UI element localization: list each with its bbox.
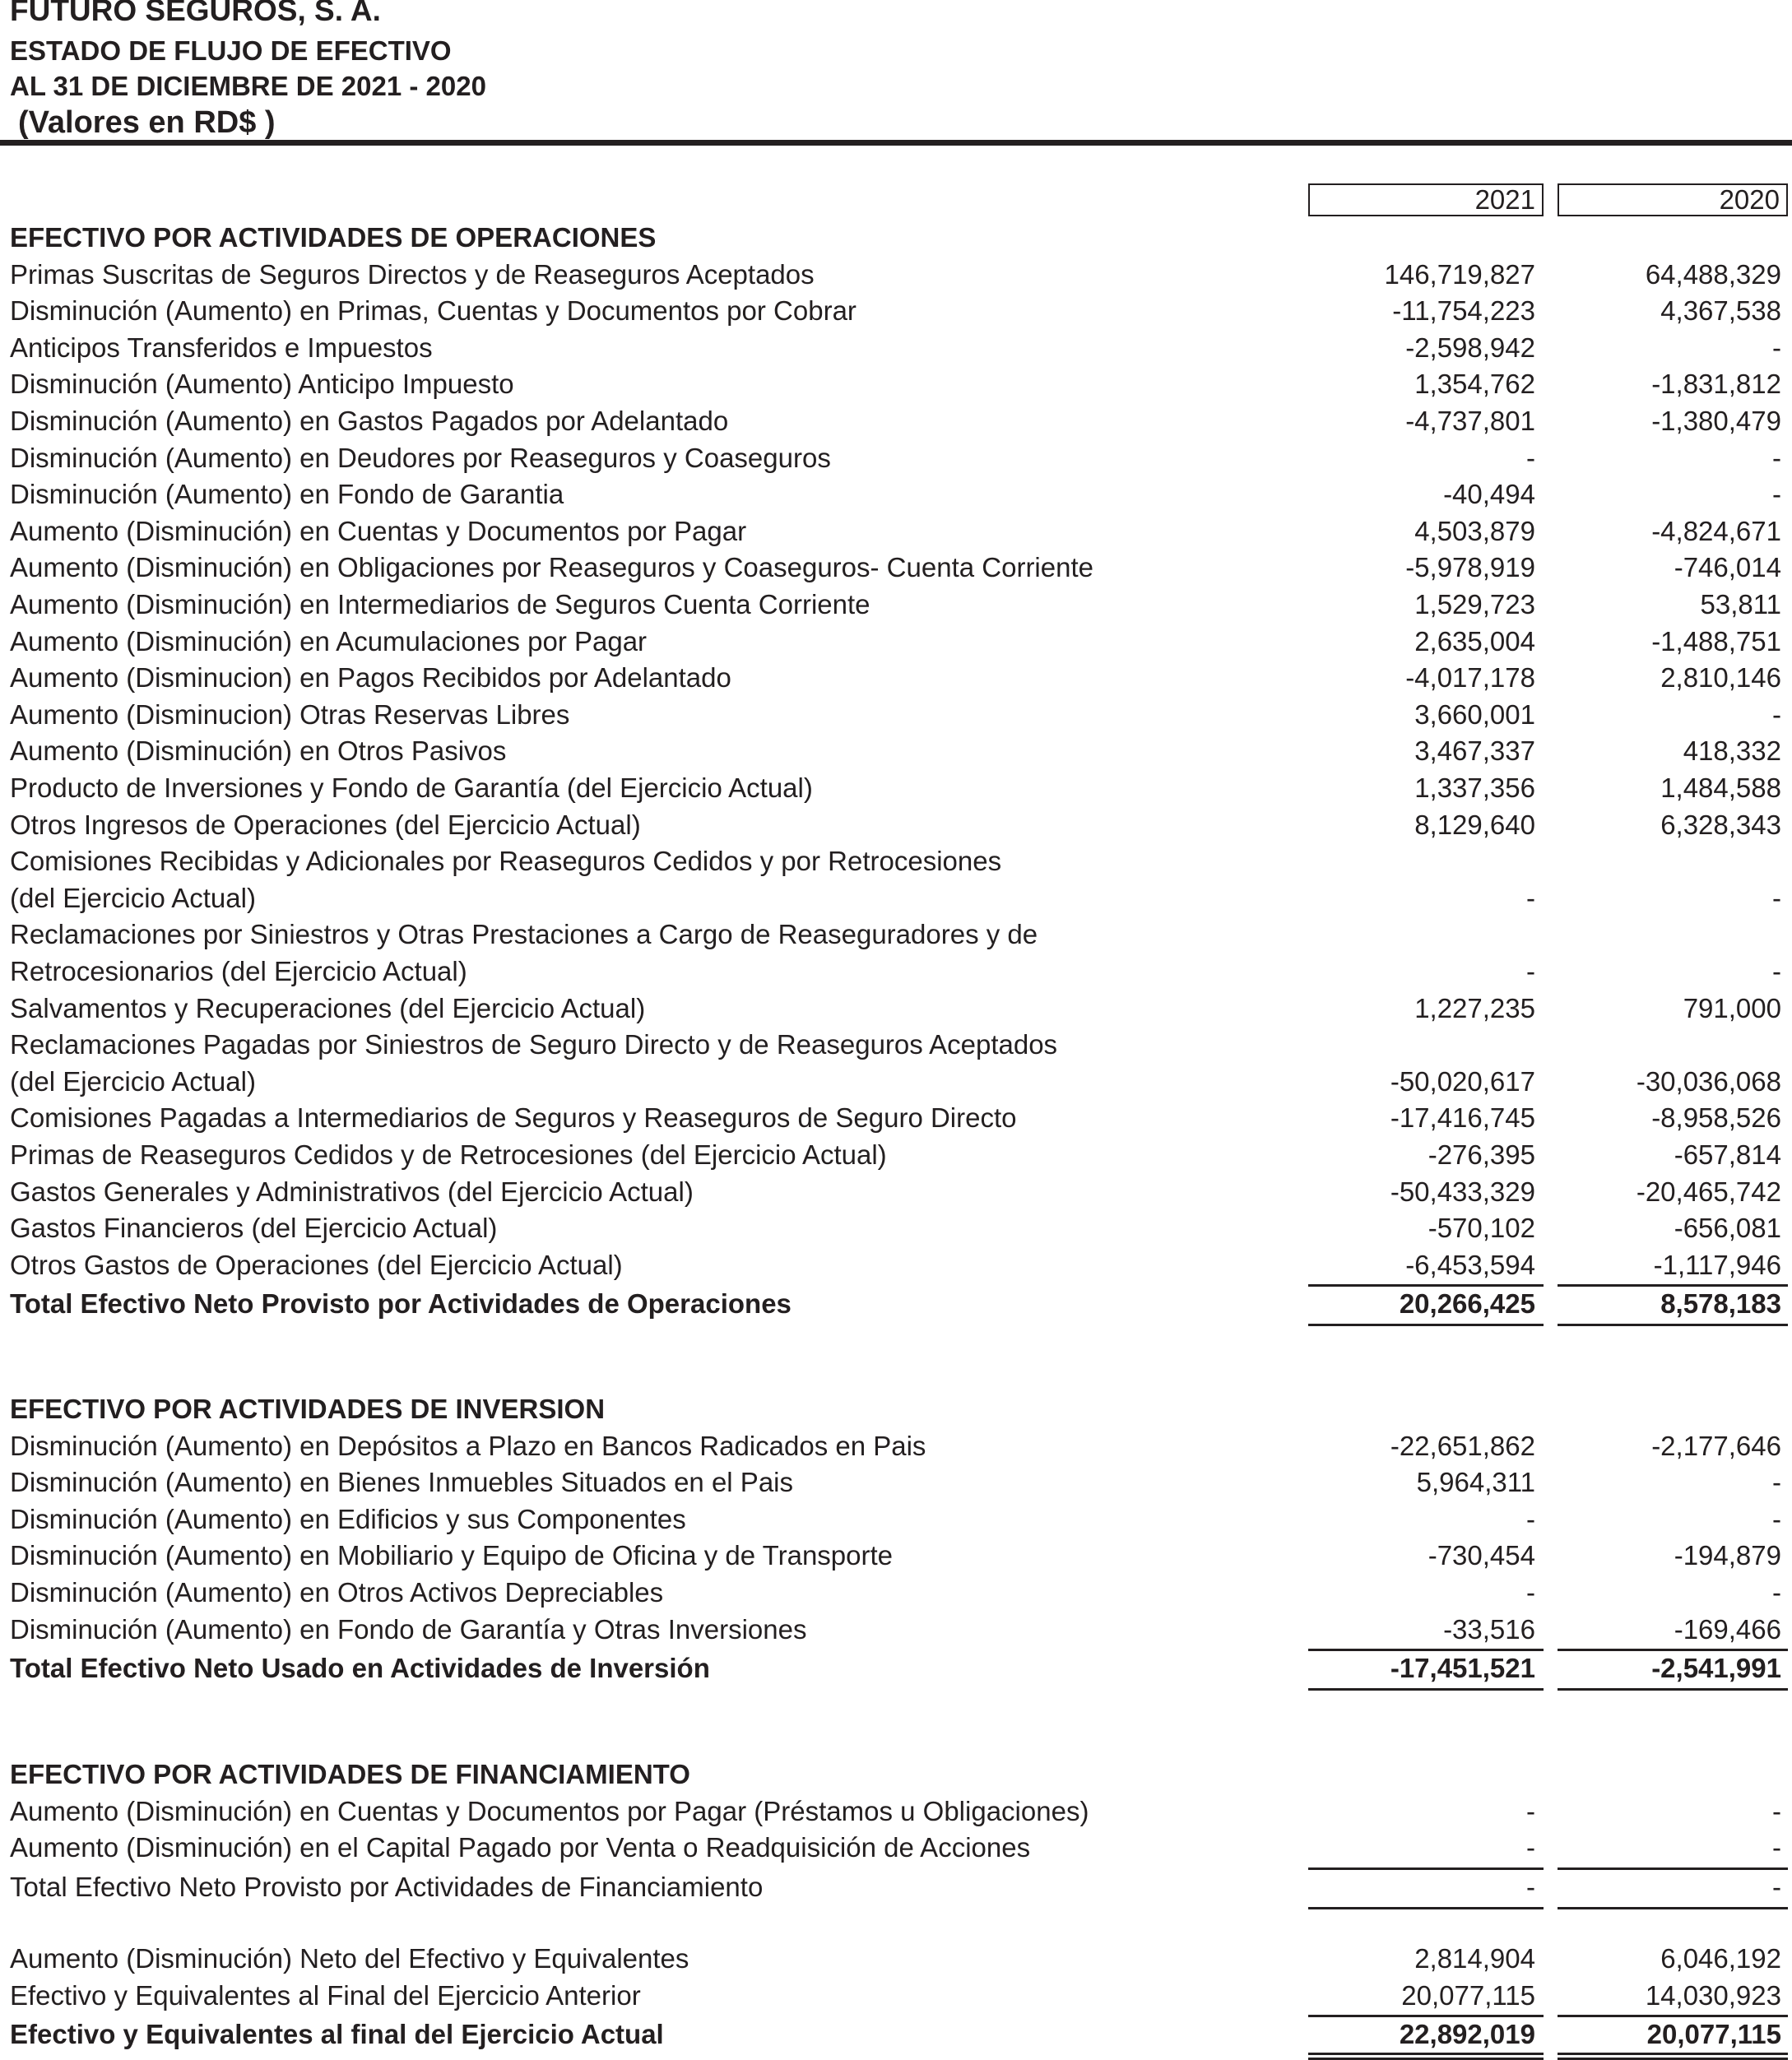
investment-row-value-2021: 5,964,311 xyxy=(1416,1467,1535,1498)
section-heading-operations xyxy=(0,220,1792,256)
operations-row xyxy=(0,660,1792,696)
operations-row xyxy=(0,1210,1792,1246)
summary-row xyxy=(0,1978,1792,2014)
financing-total-row-value-2020: - xyxy=(1772,1871,1781,1902)
investment-total-row-label: Total Efectivo Neto Usado en Actividades de Inversión xyxy=(10,1653,710,1684)
operations-row-label: Reclamaciones Pagadas por Siniestros de Seguro Directo y de Reaseguros Aceptados xyxy=(10,1029,1058,1060)
investment-total-row xyxy=(0,1650,1792,1687)
financing-row-value-2021: - xyxy=(1526,1832,1535,1863)
operations-row-label: Otros Ingresos de Operaciones (del Ejercicio Actual) xyxy=(10,809,641,840)
operations-row xyxy=(0,624,1792,660)
operations-total-row-label: Total Efectivo Neto Provisto por Actividades de Operaciones xyxy=(10,1288,792,1320)
operations-total-row-value-2021: 20,266,425 xyxy=(1399,1288,1535,1320)
operations-row-label: Aumento (Disminución) en Otros Pasivos xyxy=(10,735,507,767)
operations-row-label: Aumento (Disminucion) en Pagos Recibidos por Adelantado xyxy=(10,662,731,694)
operations-row-value-2021: -2,598,942 xyxy=(1405,332,1535,363)
operations-row-value-2021: 3,660,001 xyxy=(1414,698,1535,730)
operations-row-value-2021: - xyxy=(1526,956,1535,986)
investment-row-value-2020: - xyxy=(1772,1577,1781,1608)
operations-row-value-2021: -5,978,919 xyxy=(1405,552,1535,583)
financing-row xyxy=(0,1830,1792,1866)
operations-row-label: Otros Gastos de Operaciones (del Ejercicio Actual) xyxy=(10,1249,623,1280)
operations-row-label: Disminución (Aumento) en Deudores por Reaseguros y Coaseguros xyxy=(10,442,831,473)
total-rule-2020 xyxy=(1558,1324,1788,1326)
operations-row xyxy=(0,1064,1792,1100)
operations-row-label: Comisiones Pagadas a Intermediarios de Seguros y Reaseguros de Seguro Directo xyxy=(10,1102,1017,1134)
investment-row-label: Disminución (Aumento) en Fondo de Garantía y Otras Inversiones xyxy=(10,1613,807,1645)
operations-row-value-2021: 1,337,356 xyxy=(1414,772,1535,803)
operations-row-value-2021: -50,020,617 xyxy=(1390,1065,1535,1097)
investment-row-value-2021: - xyxy=(1526,1503,1535,1534)
total-rule-2021 xyxy=(1308,1324,1544,1326)
investment-row-value-2021: - xyxy=(1526,1577,1535,1608)
operations-row-value-2020: -20,465,742 xyxy=(1636,1176,1781,1207)
financing-row-value-2021: - xyxy=(1526,1795,1535,1826)
section-heading-financing-text: EFECTIVO POR ACTIVIDADES DE FINANCIAMIENTO xyxy=(10,1759,690,1789)
summary-row-value-2020: 14,030,923 xyxy=(1645,1979,1781,2011)
operations-row-value-2021: 1,354,762 xyxy=(1414,369,1535,400)
financing-row-label: Aumento (Disminución) en el Capital Pagado por Venta o Readquisición de Acciones xyxy=(10,1832,1031,1863)
investment-row-label: Disminución (Aumento) en Bienes Inmuebles Situados en el Pais xyxy=(10,1467,794,1498)
operations-row xyxy=(0,293,1792,329)
operations-row-value-2020: - xyxy=(1772,479,1781,510)
summary-row-label: Aumento (Disminución) Neto del Efectivo y Equivalentes xyxy=(10,1943,689,1974)
financing-row-value-2020: - xyxy=(1772,1832,1781,1863)
financing-total-row xyxy=(0,1869,1792,1905)
operations-row-value-2020: 53,811 xyxy=(1700,589,1781,619)
financing-row-label: Aumento (Disminución) en Cuentas y Documentos por Pagar (Préstamos u Obligaciones) xyxy=(10,1795,1089,1826)
operations-row-value-2020: -657,814 xyxy=(1674,1139,1781,1170)
investment-row xyxy=(0,1501,1792,1538)
total-rule-2020 xyxy=(1558,1907,1788,1909)
operations-row-value-2021: 3,467,337 xyxy=(1414,735,1535,767)
investment-row xyxy=(0,1612,1792,1648)
operations-row xyxy=(0,1174,1792,1210)
header-divider xyxy=(0,140,1792,146)
operations-row-label: Aumento (Disminución) en Cuentas y Documentos por Pagar xyxy=(10,515,747,546)
operations-row-label: Primas de Reaseguros Cedidos y de Retrocesiones (del Ejercicio Actual) xyxy=(10,1139,887,1170)
operations-row-value-2021: - xyxy=(1526,882,1535,913)
operations-row xyxy=(0,916,1792,953)
financing-total-row-label: Total Efectivo Neto Provisto por Actividades de Financiamiento xyxy=(10,1871,764,1902)
operations-row xyxy=(0,991,1792,1027)
operations-row-label: Aumento (Disminución) en Intermediarios de Seguros Cuenta Corriente xyxy=(10,589,870,619)
operations-row xyxy=(0,550,1792,586)
operations-row-label: Disminución (Aumento) en Fondo de Garantia xyxy=(10,479,564,510)
operations-row-label: Reclamaciones por Siniestros y Otras Prestaciones a Cargo de Reaseguradores y de xyxy=(10,919,1038,950)
operations-row-value-2021: -570,102 xyxy=(1428,1213,1535,1244)
operations-row xyxy=(0,1027,1792,1063)
operations-row xyxy=(0,513,1792,550)
company-name: FUTURO SEGUROS, S. A. xyxy=(10,0,381,27)
operations-row xyxy=(0,733,1792,769)
final-balance-row xyxy=(0,2016,1792,2053)
operations-row-value-2020: 1,484,588 xyxy=(1660,772,1781,803)
operations-row xyxy=(0,587,1792,623)
section-heading-operations-text: EFECTIVO POR ACTIVIDADES DE OPERACIONES xyxy=(10,222,657,253)
operations-row xyxy=(0,366,1792,402)
operations-row-value-2021: 1,227,235 xyxy=(1414,992,1535,1023)
financing-row-value-2020: - xyxy=(1772,1795,1781,1826)
operations-row-value-2020: - xyxy=(1772,882,1781,913)
double-rule-a-2020 xyxy=(1558,2053,1788,2055)
operations-row-value-2020: -1,117,946 xyxy=(1653,1249,1781,1280)
operations-row-label: Retrocesionarios (del Ejercicio Actual) xyxy=(10,956,467,986)
investment-row-value-2021: -33,516 xyxy=(1443,1613,1535,1645)
investment-total-row-value-2020: -2,541,991 xyxy=(1651,1653,1781,1684)
operations-row-label: Gastos Financieros (del Ejercicio Actual) xyxy=(10,1213,498,1244)
investment-row-label: Disminución (Aumento) en Otros Activos Depreciables xyxy=(10,1577,664,1608)
operations-row-label: Disminución (Aumento) Anticipo Impuesto xyxy=(10,369,514,400)
operations-row xyxy=(0,257,1792,293)
operations-row xyxy=(0,953,1792,990)
operations-row-value-2021: -17,416,745 xyxy=(1390,1102,1535,1134)
operations-row-value-2020: -30,036,068 xyxy=(1636,1065,1781,1097)
operations-row-value-2021: -276,395 xyxy=(1428,1139,1535,1170)
operations-row-value-2021: -50,433,329 xyxy=(1390,1176,1535,1207)
year-header-2020: 2020 xyxy=(1558,183,1788,216)
operations-row-value-2021: 8,129,640 xyxy=(1414,809,1535,840)
operations-row xyxy=(0,770,1792,806)
statement-period: AL 31 DE DICIEMBRE DE 2021 - 2020 xyxy=(10,71,486,101)
final-balance-row-value-2020: 20,077,115 xyxy=(1646,2019,1781,2050)
operations-row-value-2020: -1,831,812 xyxy=(1651,369,1781,400)
operations-row-label: Anticipos Transferidos e Impuestos xyxy=(10,332,433,363)
investment-row-value-2020: - xyxy=(1772,1467,1781,1498)
investment-row-value-2021: -22,651,862 xyxy=(1390,1430,1535,1461)
financing-total-row-value-2021: - xyxy=(1526,1871,1535,1902)
final-balance-row-label: Efectivo y Equivalentes al final del Ejercicio Actual xyxy=(10,2019,664,2050)
total-rule-2021 xyxy=(1308,1688,1544,1691)
operations-row-label: Gastos Generales y Administrativos (del Ejercicio Actual) xyxy=(10,1176,694,1207)
operations-row xyxy=(0,1247,1792,1283)
operations-row xyxy=(0,880,1792,916)
operations-row-value-2020: - xyxy=(1772,332,1781,363)
investment-row xyxy=(0,1428,1792,1464)
operations-row-value-2020: 64,488,329 xyxy=(1645,258,1781,290)
investment-row xyxy=(0,1538,1792,1574)
operations-row-label: Salvamentos y Recuperaciones (del Ejercicio Actual) xyxy=(10,992,646,1023)
operations-row xyxy=(0,843,1792,879)
investment-total-row-value-2021: -17,451,521 xyxy=(1390,1653,1535,1684)
currency-units: (Valores en RD$ ) xyxy=(18,105,276,140)
operations-row-value-2020: -4,824,671 xyxy=(1651,515,1781,546)
investment-row-value-2020: -194,879 xyxy=(1674,1540,1781,1571)
investment-row-value-2020: - xyxy=(1772,1503,1781,1534)
total-rule-2021 xyxy=(1308,1907,1544,1909)
operations-row-value-2020: - xyxy=(1772,956,1781,986)
operations-row-value-2020: - xyxy=(1772,698,1781,730)
operations-row xyxy=(0,807,1792,843)
operations-row-value-2020: 418,332 xyxy=(1683,735,1781,767)
investment-row-label: Disminución (Aumento) en Edificios y sus Componentes xyxy=(10,1503,686,1534)
summary-row-label: Efectivo y Equivalentes al Final del Ejercicio Anterior xyxy=(10,1979,641,2011)
operations-total-row-value-2020: 8,578,183 xyxy=(1660,1288,1781,1320)
operations-row xyxy=(0,330,1792,366)
operations-row xyxy=(0,1137,1792,1173)
investment-row-value-2020: -169,466 xyxy=(1674,1613,1781,1645)
summary-row-value-2020: 6,046,192 xyxy=(1660,1943,1781,1974)
operations-row-value-2021: 2,635,004 xyxy=(1414,625,1535,657)
operations-row-value-2021: -6,453,594 xyxy=(1405,1249,1535,1280)
investment-row-label: Disminución (Aumento) en Mobiliario y Equipo de Oficina y de Transporte xyxy=(10,1540,894,1571)
operations-row-label: Aumento (Disminucion) Otras Reservas Libres xyxy=(10,698,570,730)
operations-row xyxy=(0,1100,1792,1136)
operations-total-row xyxy=(0,1286,1792,1322)
operations-row-value-2020: - xyxy=(1772,442,1781,473)
operations-row-label: Primas Suscritas de Seguros Directos y de Reaseguros Aceptados xyxy=(10,258,815,290)
operations-row-value-2020: -1,380,479 xyxy=(1651,406,1781,436)
summary-row xyxy=(0,1941,1792,1977)
investment-row xyxy=(0,1464,1792,1501)
final-balance-row-value-2021: 22,892,019 xyxy=(1399,2019,1535,2050)
operations-row xyxy=(0,440,1792,476)
operations-row-value-2021: - xyxy=(1526,442,1535,473)
operations-row xyxy=(0,697,1792,733)
operations-row-label: Aumento (Disminución) en Acumulaciones por Pagar xyxy=(10,625,648,657)
operations-row-value-2020: 4,367,538 xyxy=(1660,295,1781,327)
investment-row-value-2021: -730,454 xyxy=(1428,1540,1535,1571)
summary-row-value-2021: 2,814,904 xyxy=(1414,1943,1535,1974)
operations-row-value-2020: 6,328,343 xyxy=(1660,809,1781,840)
operations-row-value-2021: 4,503,879 xyxy=(1414,515,1535,546)
operations-row-label: (del Ejercicio Actual) xyxy=(10,1065,256,1097)
operations-row-value-2021: -4,737,801 xyxy=(1405,406,1535,436)
total-rule-2020 xyxy=(1558,1688,1788,1691)
operations-row-value-2021: -40,494 xyxy=(1443,479,1535,510)
operations-row-label: Disminución (Aumento) en Gastos Pagados por Adelantado xyxy=(10,406,729,436)
operations-row-value-2021: 1,529,723 xyxy=(1414,589,1535,619)
statement-title: ESTADO DE FLUJO DE EFECTIVO xyxy=(10,35,452,66)
section-heading-investment-text: EFECTIVO POR ACTIVIDADES DE INVERSION xyxy=(10,1394,606,1424)
investment-row xyxy=(0,1575,1792,1611)
operations-row-value-2021: 146,719,827 xyxy=(1384,258,1535,290)
investment-row-label: Disminución (Aumento) en Depósitos a Plazo en Bancos Radicados en Pais xyxy=(10,1430,926,1461)
summary-row-value-2021: 20,077,115 xyxy=(1401,1979,1535,2011)
operations-row-value-2020: -656,081 xyxy=(1674,1213,1781,1244)
operations-row-value-2020: 791,000 xyxy=(1683,992,1781,1023)
operations-row-value-2020: -746,014 xyxy=(1674,552,1781,583)
operations-row-label: Producto de Inversiones y Fondo de Garantía (del Ejercicio Actual) xyxy=(10,772,813,803)
operations-row xyxy=(0,403,1792,439)
year-header-2021: 2021 xyxy=(1308,183,1544,216)
investment-row-value-2020: -2,177,646 xyxy=(1651,1430,1781,1461)
operations-row-value-2020: 2,810,146 xyxy=(1660,662,1781,694)
operations-row-label: Disminución (Aumento) en Primas, Cuentas y Documentos por Cobrar xyxy=(10,295,857,327)
double-rule-a-2021 xyxy=(1308,2053,1544,2055)
operations-row-label: Comisiones Recibidas y Adicionales por Reaseguros Cedidos y por Retrocesiones xyxy=(10,846,1002,877)
section-heading-investment xyxy=(0,1391,1792,1427)
operations-row-value-2021: -4,017,178 xyxy=(1405,662,1535,694)
section-heading-financing xyxy=(0,1756,1792,1793)
operations-row-value-2020: -8,958,526 xyxy=(1651,1102,1781,1134)
financing-row xyxy=(0,1793,1792,1830)
operations-row xyxy=(0,476,1792,513)
operations-row-value-2021: -11,754,223 xyxy=(1392,295,1535,327)
operations-row-label: Aumento (Disminución) en Obligaciones por Reaseguros y Coaseguros- Cuenta Corriente xyxy=(10,552,1093,583)
operations-row-value-2020: -1,488,751 xyxy=(1651,625,1781,657)
operations-row-label: (del Ejercicio Actual) xyxy=(10,882,256,913)
